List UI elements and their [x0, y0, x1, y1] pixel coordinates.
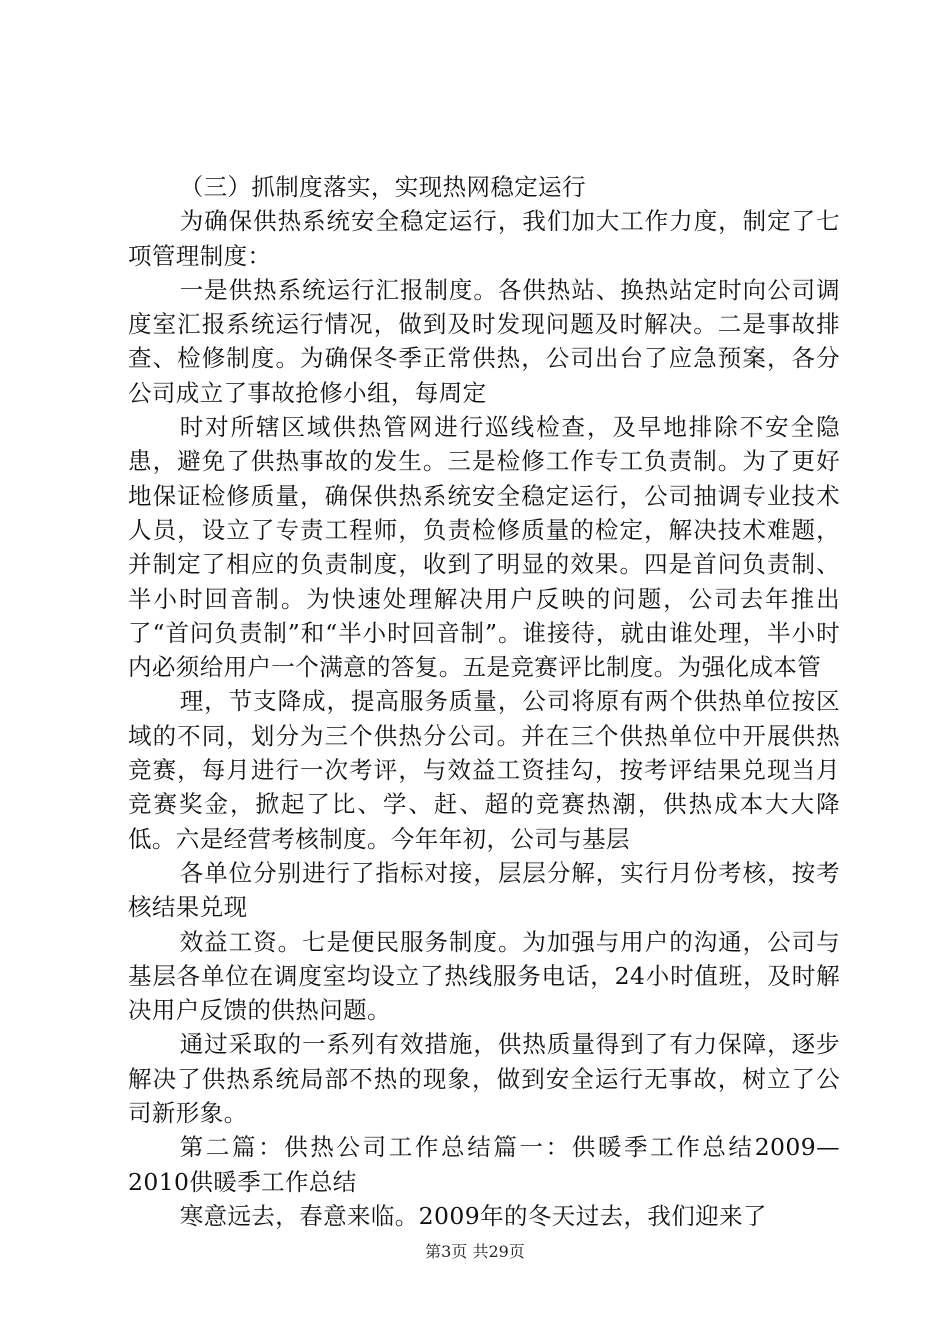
paragraph: 效益工资。七是便民服务制度。为加强与用户的沟通，公司与基层各单位在调度室均设立了热线服务电话，24小时值班，及时解决用户反馈的供热问题。: [128, 927, 840, 1025]
paragraph: 为确保供热系统安全稳定运行，我们加大工作力度，制定了七项管理制度：: [128, 207, 840, 270]
paragraph: 各单位分别进行了指标对接，层层分解，实行月份考核，按考核结果兑现: [128, 858, 840, 922]
paragraph: 通过采取的一系列有效措施，供热质量得到了有力保障，逐步解决了供热系统局部不热的现象，做到安全运行无事故，树立了公司新形象。: [128, 1030, 840, 1128]
section-heading: （三）抓制度落实，实现热网稳定运行: [179, 173, 586, 201]
paragraph: 时对所辖区域供热管网进行巡线检查，及早地排除不安全隐患，避免了供热事故的发生。三是检修工作专工负责制。为了更好地保证检修质量，确保供热系统安全稳定运行，公司抽调专业技术人员，设立了专责工程师，负责检修质量的检定，解决技术难题，并制定了相应的负责制度，收到了明显的效果。四是首问负责制、半小时回音制。为快速处理解决用户反映的问题，公司去年推出了“首问负责制”和“半小时回音制”。谁接待，就由谁处理，半小时内必须给用户一个满意的答复。五是竞赛评比制度。为强化成本管: [128, 413, 840, 682]
chapter-heading: 第二篇：供热公司工作总结篇一：供暖季工作总结2009—2010供暖季工作总结: [128, 1133, 840, 1196]
paragraph: 一是供热系统运行汇报制度。各供热站、换热站定时向公司调度室汇报系统运行情况，做到及时发现问题及时解决。二是事故排查、检修制度。为确保冬季正常供热，公司出台了应急预案，各分公司成立了事故抢修小组，每周定: [128, 275, 840, 407]
paragraph: 理，节支降成，提高服务质量，公司将原有两个供热单位按区域的不同，划分为三个供热分公司。并在三个供热单位中开展供热竞赛，每月进行一次考评，与效益工资挂勾，按考评结果兑现当月竞赛奖金，掀起了比、学、赶、超的竞赛热潮，供热成本大大降低。六是经营考核制度。今年年初，公司与基层: [128, 687, 840, 853]
paragraph: 寒意远去，春意来临。2009年的冬天过去，我们迎来了: [179, 1201, 767, 1230]
document-body: [128, 170, 840, 1233]
page-number-footer: 第3页 共29页: [425, 1242, 525, 1261]
